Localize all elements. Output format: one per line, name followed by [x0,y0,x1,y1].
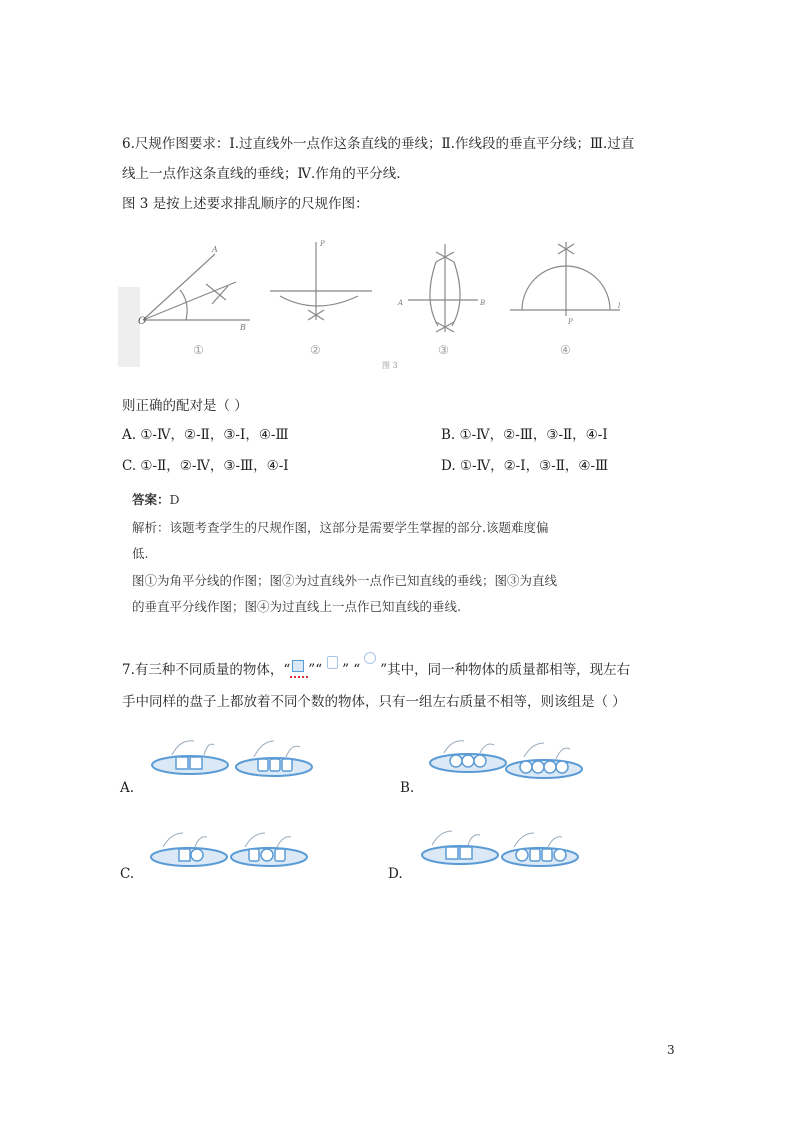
q6-line3: 图 3 是按上述要求排乱顺序的尺规作图： [122,196,369,212]
fig-title: 图 3 [382,361,398,370]
q7-line1-part-c: ” “ [342,662,361,678]
cube-icon [290,664,308,678]
label-B2: B [480,299,486,307]
answer-line [132,490,180,510]
analysis-line-2: 低. [132,546,149,561]
q6-line2: 线上一点作这条直线的垂线；Ⅳ.作角的平分线. [122,166,401,182]
q6-option-a: A. ①-Ⅳ，②-Ⅱ，③-Ⅰ，④-Ⅲ [122,427,289,443]
page-number: 3 [667,1043,675,1057]
label-l: l [618,302,621,310]
figure-3 [118,232,638,382]
label-P2: P [568,318,573,326]
q7-option-a: A. [120,780,135,796]
q6-option-d: D. ①-Ⅳ，②-Ⅰ，③-Ⅱ，④-Ⅲ [441,458,609,474]
option-c-image [145,825,315,880]
q7-line1-part-a: 7.有三种不同质量的物体，“ [122,662,291,678]
q7-line1-part-b: ”“ [308,662,323,678]
fig1-angle-bisector [143,254,250,320]
analysis-line-4: 的垂直平分线作图；图④为过直线上一点作已知直线的垂线. [132,599,461,614]
fig4-perpendicular-on-line [510,242,620,316]
label-O: O [138,316,147,327]
label-B: B [240,323,246,332]
q7-line2: 手中同样的盘子上都放着不同个数的物体，只有一组左右质量不相等，则该组是（ ） [122,694,626,710]
fig3-perpendicular-bisector [408,244,478,332]
cylinder-icon [322,664,342,678]
option-a-image [150,735,320,790]
fig-caption-2: ② [310,343,321,357]
label-P: P [320,240,325,248]
analysis-line-1: 解析：该题考查学生的尺规作图，这部分是需要学生掌握的部分.该题难度偏 [132,520,549,535]
q6-option-c: C. ①-Ⅱ，②-Ⅳ，③-Ⅲ，④-Ⅰ [122,458,289,474]
option-d-image [418,825,588,880]
label-A: A [212,245,218,254]
fig2-perpendicular-external [270,242,372,320]
option-b-image [428,735,588,790]
q6-line1: 6.尺规作图要求：Ⅰ.过直线外一点作这条直线的垂线；Ⅱ.作线段的垂直平分线；Ⅲ.过直 [122,136,635,152]
fig-caption-1: ① [193,343,204,357]
label-A2: A [398,299,404,307]
q7-line1-part-d: ”其中，同一种物体的质量都相等，现左右 [380,662,631,678]
q6-option-b: B. ①-Ⅳ，②-Ⅲ，③-Ⅱ，④-Ⅰ [441,427,608,443]
sphere-icon [360,664,380,678]
analysis-line-3: 图①为角平分线的作图；图②为过直线外一点作已知直线的垂线；图③为直线 [132,573,558,588]
fig-caption-3: ③ [438,343,449,357]
fig-caption-4: ④ [560,343,571,357]
answer-value: D [169,492,180,507]
q7-option-d: D. [388,866,403,882]
q6-prompt: 则正确的配对是（ ） [122,398,248,414]
q7-option-c: C. [120,866,135,882]
scan-shade [118,287,140,367]
q7-option-b: B. [400,780,415,796]
answer-label: 答案： [132,492,170,507]
q7-line1 [122,660,630,680]
